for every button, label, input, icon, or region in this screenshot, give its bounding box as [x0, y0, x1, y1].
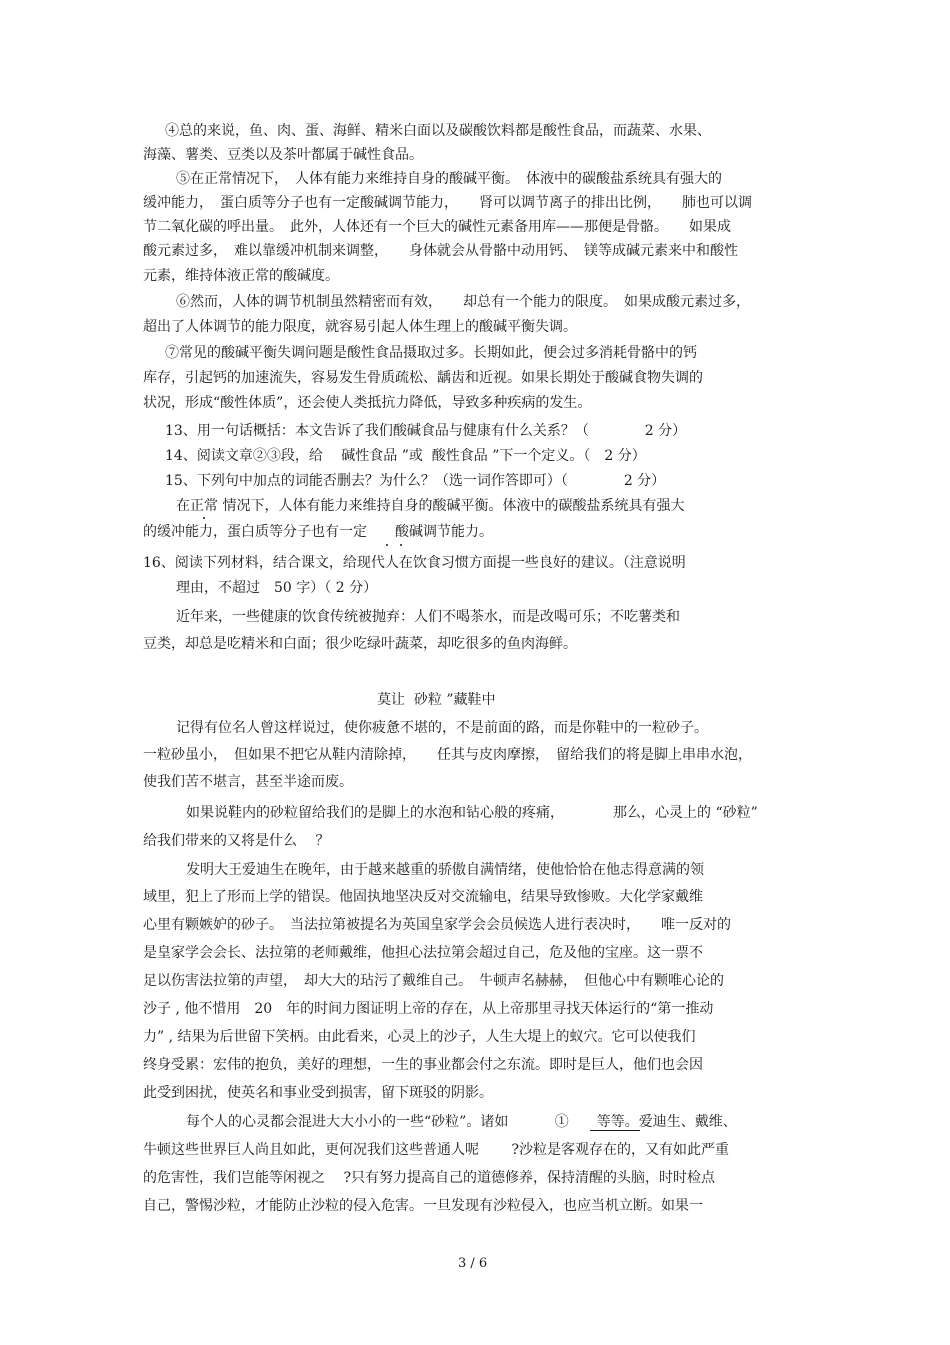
question-16: 16、阅读下列材料，结合课文，给现代人在饮食习惯方面提一些良好的建议。（注意说明 [143, 555, 686, 571]
answer-blank-1[interactable] [590, 1116, 640, 1131]
paragraph-line: ⑥然而，人体的调节机制虽然精密而有效， 却总有一个能力的限度。 如果成酸元素过多， [176, 294, 750, 310]
paragraph-line: 的危害性，我们岂能等闲视之 ?只有努力提高自己的道德修养，保持清醒的头脑，时时检点 [143, 1170, 715, 1186]
paragraph-line: 心里有颗嫉妒的砂子。 当法拉第被提名为英国皇家学会会员候选人进行表决时， 唯一反对的 [143, 917, 731, 933]
paragraph-line: 终身受累：宏伟的抱负，美好的理想，一生的事业都会付之东流。即时是巨人，他们也会因 [143, 1057, 703, 1073]
question-14: 14、阅读文章②③段，给 碱性食品 ”或 酸性食品 ”下一个定义。（ 2 分） [165, 448, 646, 464]
emphasis-dot [400, 544, 402, 546]
paragraph-line: 缓冲能力， 蛋白质等分子也有一定酸碱调节能力， 肾可以调节离子的排出比例， 肺也可以调 [143, 195, 752, 211]
question-15: 15、下列句中加点的词能否删去？为什么？（选一词作答即可）（ 2 分） [165, 473, 666, 489]
paragraph-line: 牛顿这些世界巨人尚且如此，更何况我们这些普通人呢 ?沙粒是客观存在的，又有如此严重 [143, 1142, 729, 1158]
material-line: 豆类，却总是吃精米和白面；很少吃绿叶蔬菜，却吃很多的鱼肉海鲜。 [143, 636, 577, 652]
paragraph-line: 发明大王爱迪生在晚年，由于越来越重的骄傲自满情绪，使他恰恰在他志得意满的领 [186, 862, 704, 878]
page-number: 3 / 6 [458, 1256, 488, 1271]
paragraph-line: 自己，警惕沙粒，才能防止沙粒的侵入危害。一旦发现有沙粒侵入，也应当机立断。如果一 [143, 1198, 703, 1214]
paragraph-line: ⑤在正常情况下， 人体有能力来维持自身的酸碱平衡。 体液中的碳酸盐系统具有强大的 [176, 171, 722, 187]
question-16: 理由，不超过 50 字）（ 2 分） [176, 580, 378, 596]
paragraph-line: 元素，维持体液正常的酸碱度。 [143, 268, 339, 284]
paragraph-line: 记得有位名人曾这样说过，使你疲惫不堪的，不是前面的路，而是你鞋中的一粒砂子。 [176, 720, 708, 736]
paragraph-line: 超出了人体调节的能力限度，就容易引起人体生理上的酸碱平衡失调。 [143, 319, 577, 335]
question-13: 13、用一句话概括：本文告诉了我们酸碱食品与健康有什么关系？（ 2 分） [165, 423, 687, 439]
paragraph-line: ⑦常见的酸碱平衡失调问题是酸性食品摄取过多。长期如此，便会过多消耗骨骼中的钙 [165, 345, 697, 361]
question-15-quote: 在正常 情况下，人体有能力来维持自身的酸碱平衡。体液中的碳酸盐系统具有强大 [176, 498, 685, 514]
paragraph-line: 沙子 , 他不惜用 20 年的时间力图证明上帝的存在，从上帝那里寻找天体运行的“第一推动 [143, 1001, 714, 1017]
paragraph-line: 力” , 结果为后世留下笑柄。由此看来，心灵上的沙子，人生大堤上的蚁穴。它可以使我们 [143, 1029, 696, 1045]
paragraph-line: 域里，犯上了形而上学的错误。他固执地坚决反对交流输电，结果导致惨败。大化学家戴维 [143, 889, 703, 905]
paragraph-line: 每个人的心灵都会混进大大小小的一些“砂粒”。诸如 ① 等等。爱迪生、戴维、 [186, 1114, 737, 1130]
paragraph-line: 酸元素过多， 难以靠缓冲机制来调整， 身体就会从骨骼中动用钙、 镁等成碱元素来中和酸性 [143, 243, 738, 259]
paragraph-line: 状况，形成“酸性体质”，还会使人类抵抗力降低，导致多种疾病的发生。 [143, 395, 592, 411]
paragraph-line: 使我们苦不堪言，甚至半途而废。 [143, 774, 353, 790]
paragraph-line: 节二氧化碳的呼出量。 此外，人体还有一个巨大的碱性元素备用库——那便是骨骼。 如果成 [143, 219, 731, 235]
paragraph-line: 足以伤害法拉第的声望， 却大大的玷污了戴维自己。 牛顿声名赫赫， 但他心中有颗唯心论的 [143, 973, 724, 989]
paragraph-line: ④总的来说，鱼、肉、蛋、海鲜、精米白面以及碳酸饮料都是酸性食品，而蔬菜、水果、 [165, 123, 711, 139]
paragraph-line: 一粒砂虽小， 但如果不把它从鞋内清除掉， 任其与皮肉摩擦， 留给我们的将是脚上串串水泡， [143, 747, 752, 763]
emphasis-dot [386, 544, 388, 546]
paragraph-line: 给我们带来的又将是什么 ？ [143, 833, 330, 849]
paragraph-line: 海藻、薯类、豆类以及茶叶都属于碱性食品。 [143, 147, 423, 163]
article-title: 莫让 砂粒 ”藏鞋中 [377, 692, 496, 708]
paragraph-line: 此受到困扰，使英名和事业受到损害，留下斑驳的阴影。 [143, 1085, 493, 1101]
paragraph-line: 库存，引起钙的加速流失，容易发生骨质疏松、龋齿和近视。如果长期处于酸碱食物失调的 [143, 370, 703, 386]
emphasis-dot [203, 517, 205, 519]
paragraph-line: 如果说鞋内的砂粒留给我们的是脚上的水泡和钻心般的疼痛， 那么，心灵上的 “砂粒” [186, 805, 758, 821]
paragraph-line: 是皇家学会会长、法拉第的老师戴维，他担心法拉第会超过自己，危及他的宝座。这一票不 [143, 945, 703, 961]
material-line: 近年来，一些健康的饮食传统被抛弃：人们不喝茶水，而是改喝可乐；不吃薯类和 [176, 609, 680, 625]
question-15-quote: 的缓冲能力，蛋白质等分子也有一定 酸碱调节能力。 [143, 524, 493, 540]
